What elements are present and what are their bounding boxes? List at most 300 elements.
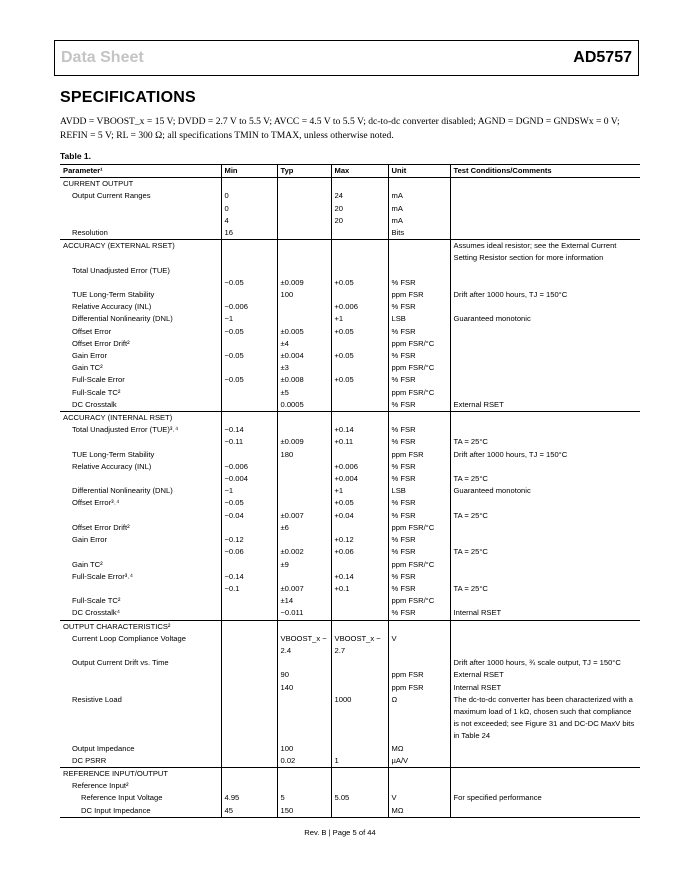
page-footer: Rev. B | Page 5 of 44: [304, 828, 376, 837]
conditions-cell: [450, 277, 640, 289]
unit-cell: V: [388, 633, 450, 657]
unit-cell: % FSR: [388, 497, 450, 509]
parameter-cell: Reference Input Voltage: [81, 793, 163, 803]
table-row: [60, 792, 640, 804]
parameter-cell: DC PSRR: [72, 755, 107, 765]
parameter-cell: Output Current Drift vs. Time: [72, 658, 169, 668]
unit-cell: % FSR: [388, 510, 450, 522]
table-row: [60, 633, 640, 657]
parameter-cell: Full-Scale Error: [72, 375, 125, 385]
col-header-unit: Unit: [388, 165, 450, 178]
min-cell: 0: [221, 203, 277, 215]
typ-cell: [277, 240, 331, 265]
typ-cell: [277, 424, 331, 436]
max-cell: [331, 559, 388, 571]
parameter-cell: Reference Input²: [72, 781, 129, 791]
conditions-cell: [450, 362, 640, 374]
min-cell: −0.14: [221, 571, 277, 583]
min-cell: [221, 265, 277, 277]
col-header-max: Max: [331, 165, 388, 178]
max-cell: +0.05: [331, 350, 388, 362]
unit-cell: % FSR: [388, 571, 450, 583]
typ-cell: [277, 780, 331, 792]
unit-cell: % FSR: [388, 436, 450, 448]
conditions-cell: [450, 805, 640, 818]
conditions-cell: [450, 755, 640, 768]
table-row: [60, 657, 640, 669]
min-cell: [221, 620, 277, 633]
unit-cell: ppm FSR/°C: [388, 595, 450, 607]
table-row: [60, 583, 640, 595]
table-row: [60, 510, 640, 522]
parameter-cell: Total Unadjusted Error (TUE)³˒⁴: [72, 425, 179, 435]
typ-cell: [277, 571, 331, 583]
typ-cell: ±5: [277, 387, 331, 399]
min-cell: [221, 669, 277, 681]
col-header-conditions: Test Conditions/Comments: [450, 165, 640, 178]
table-row: [60, 620, 640, 633]
table-label: Table 1.: [60, 151, 92, 161]
conditions-cell: The dc-to-dc converter has been characterized with a maximum load of 1 kΩ, chosen such that compliance is not exceeded; see Figure 31 and DC-DC MaxV bits in Table 24: [450, 694, 640, 743]
table-row: [60, 240, 640, 265]
conditions-cell: Drift after 1000 hours, ¾ scale output, TJ = 150°C: [450, 657, 640, 669]
max-cell: 1: [331, 755, 388, 768]
table-row: [60, 669, 640, 681]
min-cell: −1: [221, 313, 277, 325]
typ-cell: VBOOST_x − 2.4: [277, 633, 331, 657]
conditions-cell: [450, 559, 640, 571]
max-cell: +0.006: [331, 461, 388, 473]
min-cell: −0.05: [221, 497, 277, 509]
min-cell: 4: [221, 215, 277, 227]
table-row: [60, 424, 640, 436]
conditions-cell: [450, 374, 640, 386]
typ-cell: [277, 657, 331, 669]
conditions-cell: [450, 497, 640, 509]
typ-cell: 180: [277, 449, 331, 461]
table-row: [60, 743, 640, 755]
typ-cell: ±4: [277, 338, 331, 350]
typ-cell: ±0.007: [277, 583, 331, 595]
conditions-cell: TA = 25°C: [450, 436, 640, 448]
parameter-cell: [60, 583, 221, 595]
min-cell: −0.05: [221, 277, 277, 289]
typ-cell: [277, 265, 331, 277]
table-row: [60, 534, 640, 546]
parameter-cell: [60, 203, 221, 215]
conditions-cell: Drift after 1000 hours, TJ = 150°C: [450, 449, 640, 461]
parameter-cell: Full-Scale Error³˒⁴: [72, 571, 134, 581]
parameter-cell: REFERENCE INPUT/OUTPUT: [60, 767, 221, 780]
parameter-cell: Relative Accuracy (INL): [72, 302, 152, 312]
conditions-cell: [450, 534, 640, 546]
conditions-cell: Assumes ideal resistor; see the External Current Setting Resistor section for more information: [450, 240, 640, 265]
table-row: [60, 350, 640, 362]
unit-cell: MΩ: [388, 743, 450, 755]
unit-cell: mA: [388, 203, 450, 215]
max-cell: 1000: [331, 694, 388, 743]
conditions-cell: [450, 424, 640, 436]
conditions-cell: [450, 387, 640, 399]
typ-cell: [277, 485, 331, 497]
min-cell: −0.05: [221, 326, 277, 338]
unit-cell: % FSR: [388, 546, 450, 558]
min-cell: [221, 178, 277, 191]
conditions-cell: [450, 326, 640, 338]
parameter-cell: [60, 215, 221, 227]
min-cell: [221, 595, 277, 607]
parameter-cell: Output Current Ranges: [72, 191, 151, 201]
table-row: [60, 374, 640, 386]
max-cell: 5.05: [331, 792, 388, 804]
unit-cell: % FSR: [388, 473, 450, 485]
conditions-cell: [450, 338, 640, 350]
max-cell: 24: [331, 190, 388, 202]
table-row: [60, 178, 640, 191]
max-cell: [331, 607, 388, 620]
max-cell: +0.04: [331, 510, 388, 522]
table-row: [60, 265, 640, 277]
table-row: [60, 607, 640, 620]
max-cell: [331, 412, 388, 425]
unit-cell: [388, 767, 450, 780]
parameter-cell: Offset Error Drift²: [72, 338, 130, 348]
table-row: [60, 780, 640, 792]
min-cell: −0.006: [221, 461, 277, 473]
max-cell: VBOOST_x − 2.7: [331, 633, 388, 657]
parameter-cell: Differential Nonlinearity (DNL): [72, 486, 173, 496]
conditions-cell: External RSET: [450, 399, 640, 412]
table-row: [60, 412, 640, 425]
typ-cell: ±14: [277, 595, 331, 607]
max-cell: +1: [331, 313, 388, 325]
max-cell: +0.1: [331, 583, 388, 595]
max-cell: 20: [331, 203, 388, 215]
conditions-cell: [450, 412, 640, 425]
min-cell: [221, 657, 277, 669]
table-row: [60, 190, 640, 202]
unit-cell: V: [388, 792, 450, 804]
table-row: [60, 338, 640, 350]
table-row: [60, 301, 640, 313]
min-cell: [221, 682, 277, 694]
header-part-number: AD5757: [573, 49, 632, 66]
conditions-cell: [450, 301, 640, 313]
conditions-cell: External RSET: [450, 669, 640, 681]
unit-cell: [388, 780, 450, 792]
parameter-cell: Resolution: [72, 228, 108, 238]
typ-cell: ±0.008: [277, 374, 331, 386]
parameter-cell: Total Unadjusted Error (TUE): [72, 265, 170, 275]
min-cell: [221, 338, 277, 350]
min-cell: [221, 449, 277, 461]
unit-cell: ppm FSR/°C: [388, 362, 450, 374]
unit-cell: % FSR: [388, 399, 450, 412]
conditions-cell: [450, 743, 640, 755]
unit-cell: ppm FSR/°C: [388, 559, 450, 571]
unit-cell: mA: [388, 190, 450, 202]
max-cell: [331, 240, 388, 265]
parameter-cell: DC Crosstalk⁴: [72, 608, 120, 618]
max-cell: [331, 289, 388, 301]
max-cell: [331, 595, 388, 607]
conditions-cell: [450, 620, 640, 633]
max-cell: [331, 449, 388, 461]
table-row: [60, 522, 640, 534]
table-row: [60, 805, 640, 818]
typ-cell: ±0.005: [277, 326, 331, 338]
unit-cell: % FSR: [388, 277, 450, 289]
max-cell: [331, 743, 388, 755]
typ-cell: [277, 497, 331, 509]
table-row: [60, 485, 640, 497]
max-cell: +0.06: [331, 546, 388, 558]
parameter-cell: Gain Error: [72, 351, 108, 361]
max-cell: +0.05: [331, 497, 388, 509]
typ-cell: ±3: [277, 362, 331, 374]
typ-cell: 0.02: [277, 755, 331, 768]
unit-cell: LSB: [388, 313, 450, 325]
min-cell: [221, 607, 277, 620]
table-row: [60, 461, 640, 473]
min-cell: −0.06: [221, 546, 277, 558]
conditions-cell: Drift after 1000 hours, TJ = 150°C: [450, 289, 640, 301]
unit-cell: [388, 240, 450, 265]
parameter-cell: DC Input Impedance: [60, 805, 221, 818]
min-cell: 16: [221, 227, 277, 240]
typ-cell: [277, 412, 331, 425]
min-cell: [221, 633, 277, 657]
conditions-cell: TA = 25°C: [450, 546, 640, 558]
max-cell: +0.05: [331, 326, 388, 338]
conditions-cell: [450, 522, 640, 534]
conditions-cell: [450, 571, 640, 583]
unit-cell: % FSR: [388, 607, 450, 620]
typ-cell: [277, 190, 331, 202]
parameter-cell: DC Crosstalk: [72, 399, 117, 409]
conditions-cell: Guaranteed monotonic: [450, 485, 640, 497]
unit-cell: LSB: [388, 485, 450, 497]
unit-cell: % FSR: [388, 461, 450, 473]
typ-cell: 150: [277, 805, 331, 818]
typ-cell: [277, 313, 331, 325]
min-cell: [221, 399, 277, 412]
max-cell: +0.006: [331, 301, 388, 313]
min-cell: [221, 522, 277, 534]
typ-cell: [277, 203, 331, 215]
conditions-cell: [450, 633, 640, 657]
conditions-cell: [450, 178, 640, 191]
unit-cell: % FSR: [388, 301, 450, 313]
min-cell: 4.95: [221, 792, 277, 804]
conditions-cell: Internal RSET: [450, 607, 640, 620]
parameter-cell: Full-Scale TC²: [72, 596, 121, 606]
max-cell: [331, 338, 388, 350]
table-row: [60, 559, 640, 571]
max-cell: +0.14: [331, 424, 388, 436]
unit-cell: [388, 412, 450, 425]
typ-cell: ±9: [277, 559, 331, 571]
typ-cell: 100: [277, 289, 331, 301]
max-cell: +0.05: [331, 277, 388, 289]
unit-cell: ppm FSR/°C: [388, 387, 450, 399]
table-row: [60, 399, 640, 412]
unit-cell: ppm FSR: [388, 682, 450, 694]
typ-cell: [277, 227, 331, 240]
conditions-cell: [450, 227, 640, 240]
min-cell: [221, 387, 277, 399]
min-cell: −0.1: [221, 583, 277, 595]
min-cell: 0: [221, 190, 277, 202]
unit-cell: % FSR: [388, 374, 450, 386]
min-cell: −0.004: [221, 473, 277, 485]
conditions-cell: TA = 25°C: [450, 473, 640, 485]
parameter-cell: Offset Error: [72, 326, 112, 336]
unit-cell: % FSR: [388, 424, 450, 436]
table-row: [60, 497, 640, 509]
parameter-cell: [60, 277, 221, 289]
min-cell: [221, 755, 277, 768]
parameter-cell: [60, 546, 221, 558]
parameter-cell: Resistive Load: [72, 694, 122, 704]
max-cell: [331, 362, 388, 374]
table-row: [60, 694, 640, 743]
table-row: [60, 595, 640, 607]
col-header-typ: Typ: [277, 165, 331, 178]
max-cell: 20: [331, 215, 388, 227]
spec-table-body: [60, 178, 640, 818]
min-cell: [221, 289, 277, 301]
parameter-cell: CURRENT OUTPUT: [60, 178, 221, 191]
unit-cell: µA/V: [388, 755, 450, 768]
typ-cell: 90: [277, 669, 331, 681]
typ-cell: [277, 694, 331, 743]
max-cell: [331, 178, 388, 191]
table-row: [60, 362, 640, 374]
conditions-cell: [450, 203, 640, 215]
conditions-cell: [450, 767, 640, 780]
conditions-cell: [450, 350, 640, 362]
table-row: [60, 436, 640, 448]
table-row: [60, 203, 640, 215]
max-cell: [331, 657, 388, 669]
unit-cell: [388, 265, 450, 277]
parameter-cell: Offset Error³˒⁴: [72, 498, 120, 508]
table-row: [60, 277, 640, 289]
max-cell: [331, 620, 388, 633]
unit-cell: [388, 620, 450, 633]
min-cell: −1: [221, 485, 277, 497]
parameter-cell: Differential Nonlinearity (DNL): [72, 314, 173, 324]
unit-cell: Bits: [388, 227, 450, 240]
max-cell: [331, 682, 388, 694]
max-cell: +0.11: [331, 436, 388, 448]
min-cell: −0.04: [221, 510, 277, 522]
min-cell: [221, 767, 277, 780]
max-cell: +0.004: [331, 473, 388, 485]
table-row: [60, 326, 640, 338]
min-cell: −0.05: [221, 350, 277, 362]
typ-cell: ±0.009: [277, 277, 331, 289]
conditions-cell: TA = 25°C: [450, 510, 640, 522]
conditions-cell: Internal RSET: [450, 682, 640, 694]
header-doc-type: Data Sheet: [61, 49, 144, 66]
parameter-cell: [60, 473, 221, 485]
parameter-cell: ACCURACY (INTERNAL RSET): [60, 412, 221, 425]
conditions-cell: [450, 190, 640, 202]
max-cell: [331, 387, 388, 399]
unit-cell: % FSR: [388, 350, 450, 362]
unit-cell: mA: [388, 215, 450, 227]
page-header: [54, 40, 639, 76]
spec-table: [60, 164, 640, 818]
min-cell: [221, 362, 277, 374]
table-row: [60, 289, 640, 301]
parameter-cell: Offset Error Drift²: [72, 522, 130, 532]
parameter-cell: OUTPUT CHARACTERISTICS²: [60, 620, 221, 633]
unit-cell: % FSR: [388, 583, 450, 595]
parameter-cell: Gain TC²: [72, 363, 103, 373]
section-title: SPECIFICATIONS: [60, 89, 196, 106]
unit-cell: [388, 657, 450, 669]
max-cell: +0.05: [331, 374, 388, 386]
typ-cell: [277, 461, 331, 473]
max-cell: +0.12: [331, 534, 388, 546]
max-cell: [331, 522, 388, 534]
conditions-cell: [450, 595, 640, 607]
parameter-cell: [60, 682, 221, 694]
typ-cell: ±0.004: [277, 350, 331, 362]
typ-cell: ±0.002: [277, 546, 331, 558]
typ-cell: [277, 301, 331, 313]
typ-cell: ±6: [277, 522, 331, 534]
max-cell: +1: [331, 485, 388, 497]
typ-cell: −0.011: [277, 607, 331, 620]
min-cell: [221, 559, 277, 571]
unit-cell: MΩ: [388, 805, 450, 818]
table-row: [60, 473, 640, 485]
typ-cell: ±0.009: [277, 436, 331, 448]
unit-cell: Ω: [388, 694, 450, 743]
parameter-cell: ACCURACY (EXTERNAL RSET): [60, 240, 221, 265]
parameter-cell: TUE Long-Term Stability: [72, 449, 155, 459]
typ-cell: [277, 767, 331, 780]
typ-cell: 140: [277, 682, 331, 694]
max-cell: [331, 227, 388, 240]
min-cell: [221, 412, 277, 425]
parameter-cell: Gain Error: [72, 535, 108, 545]
max-cell: [331, 265, 388, 277]
table-row: [60, 546, 640, 558]
unit-cell: ppm FSR: [388, 289, 450, 301]
intro-conditions: AVDD = VBOOST_x = 15 V; DVDD = 2.7 V to 5.5 V; AVCC = 4.5 V to 5.5 V; dc-to-dc converter disabled; AGND = DGND = GNDSWx = 0 V; REFIN = 5 V; RL = 300 Ω; all specifications TMIN to TMAX, unless otherwise noted.: [60, 116, 620, 141]
typ-cell: [277, 534, 331, 546]
min-cell: −0.05: [221, 374, 277, 386]
conditions-cell: [450, 461, 640, 473]
table-row: [60, 313, 640, 325]
parameter-cell: Relative Accuracy (INL): [72, 461, 152, 471]
min-cell: [221, 780, 277, 792]
max-cell: [331, 399, 388, 412]
max-cell: +0.14: [331, 571, 388, 583]
unit-cell: [388, 178, 450, 191]
table-row: [60, 227, 640, 240]
typ-cell: [277, 178, 331, 191]
parameter-cell: Current Loop Compliance Voltage: [72, 633, 186, 643]
min-cell: −0.12: [221, 534, 277, 546]
min-cell: [221, 240, 277, 265]
typ-cell: 5: [277, 792, 331, 804]
